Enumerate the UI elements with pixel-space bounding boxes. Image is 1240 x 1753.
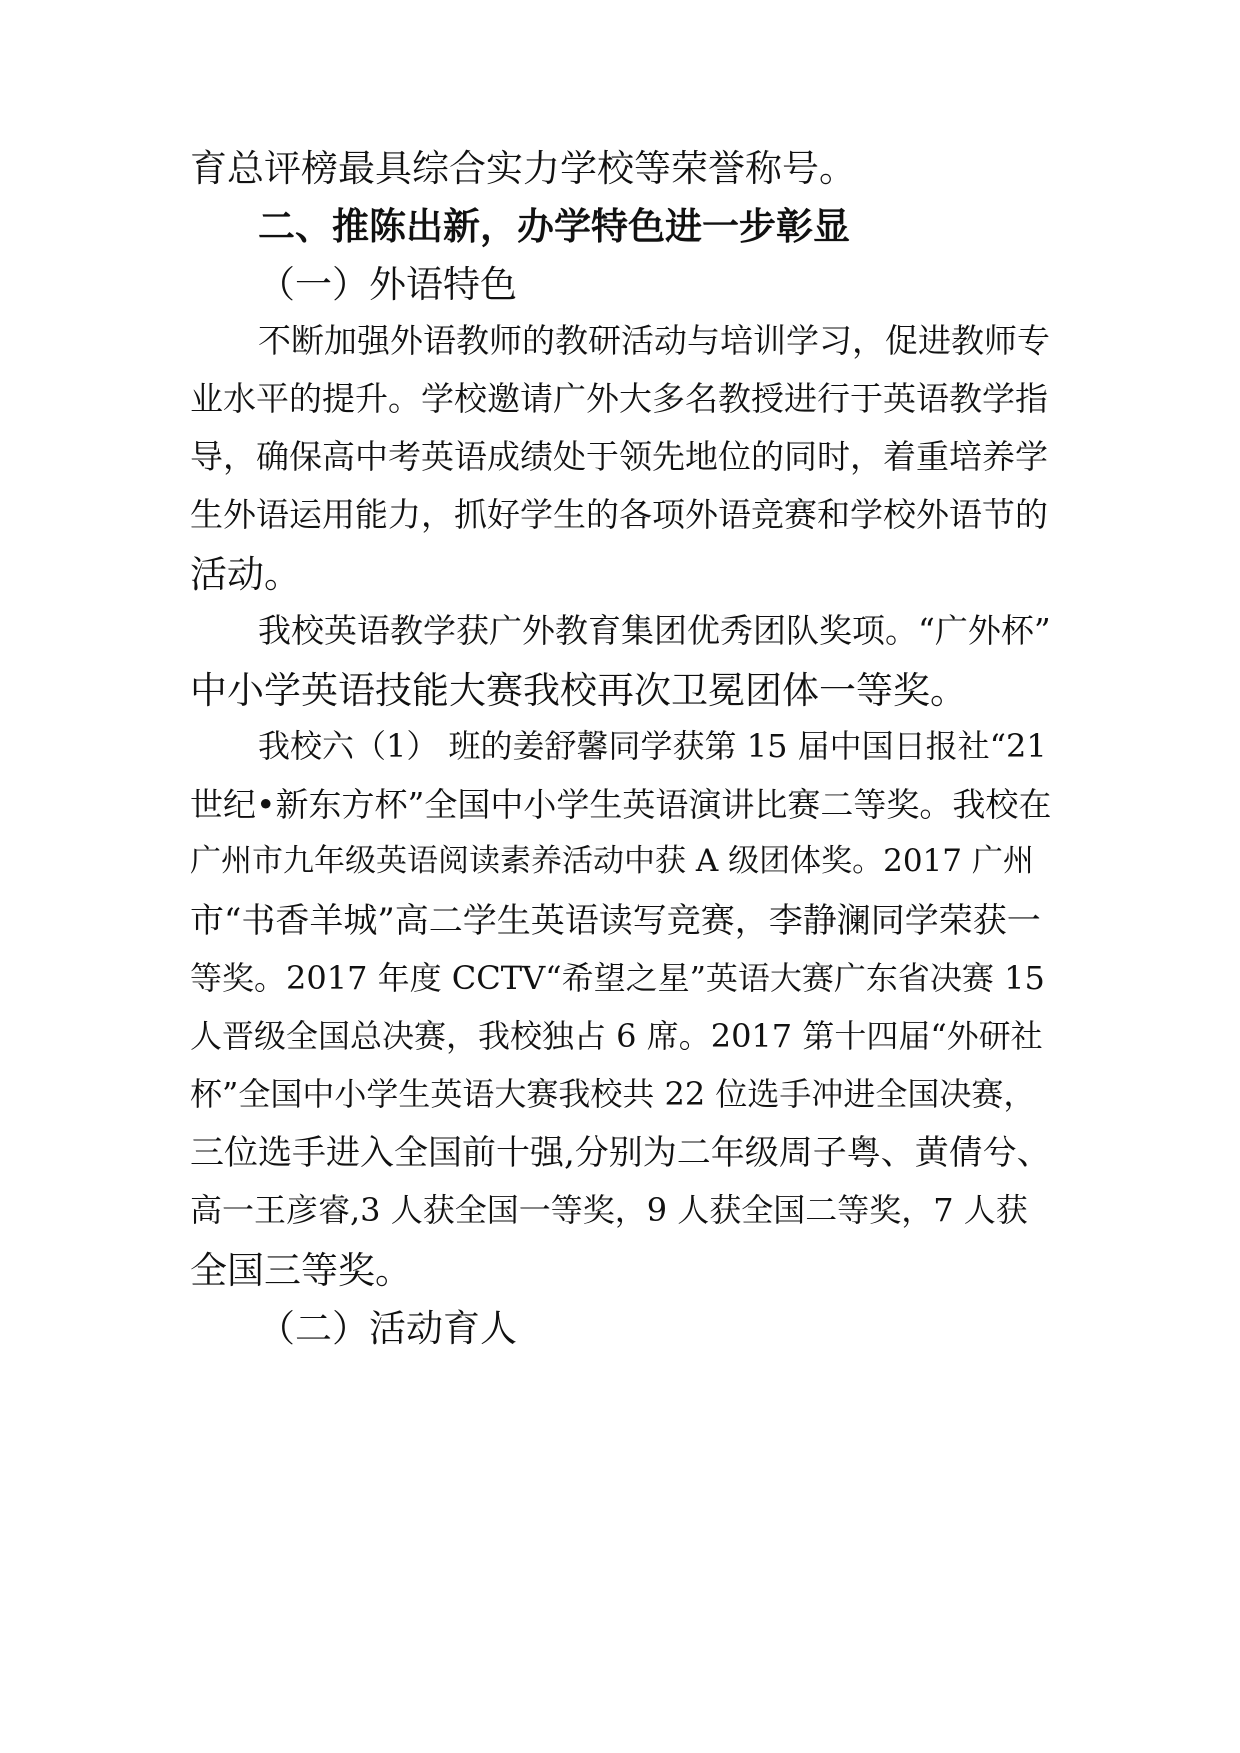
text-line-7: 生外语运用能力，抓好学生的各项外语竞赛和学校外语节的 — [190, 495, 1048, 534]
text-line-4: 不断加强外语教师的教研活动与培训学习，促进教师专 — [258, 321, 1050, 360]
text-line-9: 我校英语教学获广外教育集团优秀团队奖项。“广外杯” — [258, 611, 1051, 650]
text-line-8: 活动。 — [190, 553, 301, 596]
text-line-19: 高一王彦睿,3 人获全国一等奖，9 人获全国二等奖，7 人获 — [190, 1191, 1028, 1229]
text-line-16: 人晋级全国总决赛，我校独占 6 席。2017 第十四届“外研社 — [190, 1017, 1043, 1055]
text-line-6: 导，确保高中考英语成绩处于领先地位的同时，着重培养学 — [190, 437, 1048, 476]
text-line-14: 市“书香羊城”高二学生英语读写竞赛，李静澜同学荣获一 — [190, 901, 1041, 941]
text-line-20: 全国三等奖。 — [190, 1249, 412, 1292]
text-line-17: 杯”全国中小学生英语大赛我校共 22 位选手冲进全国决赛， — [190, 1075, 1036, 1113]
text-line-5: 业水平的提升。学校邀请广外大多名教授进行于英语教学指 — [190, 379, 1048, 418]
text-line-13: 广州市九年级英语阅读素养活动中获 A 级团体奖。2017 广州 — [190, 843, 1034, 879]
text-line-11: 我校六（1） 班的姜舒馨同学获第 15 届中国日报社“21 — [258, 727, 1047, 765]
text-line-12: 世纪•新东方杯”全国中小学生英语演讲比赛二等奖。我校在 — [190, 785, 1052, 824]
text-line-10: 中小学英语技能大赛我校再次卫冕团体一等奖。 — [190, 669, 967, 712]
subsection-heading-activity-education: （二）活动育人 — [258, 1307, 517, 1350]
text-line-1: 育总评榜最具综合实力学校等荣誉称号。 — [190, 147, 856, 190]
text-line-18: 三位选手进入全国前十强,分别为二年级周子粤、黄倩兮、 — [190, 1133, 1051, 1173]
text-line-15: 等奖。2017 年度 CCTV“希望之星”英语大赛广东省决赛 15 — [190, 959, 1045, 997]
subsection-heading-foreign-language: （一）外语特色 — [258, 263, 517, 306]
section-heading-2: 二、推陈出新，办学特色进一步彰显 — [258, 205, 850, 248]
